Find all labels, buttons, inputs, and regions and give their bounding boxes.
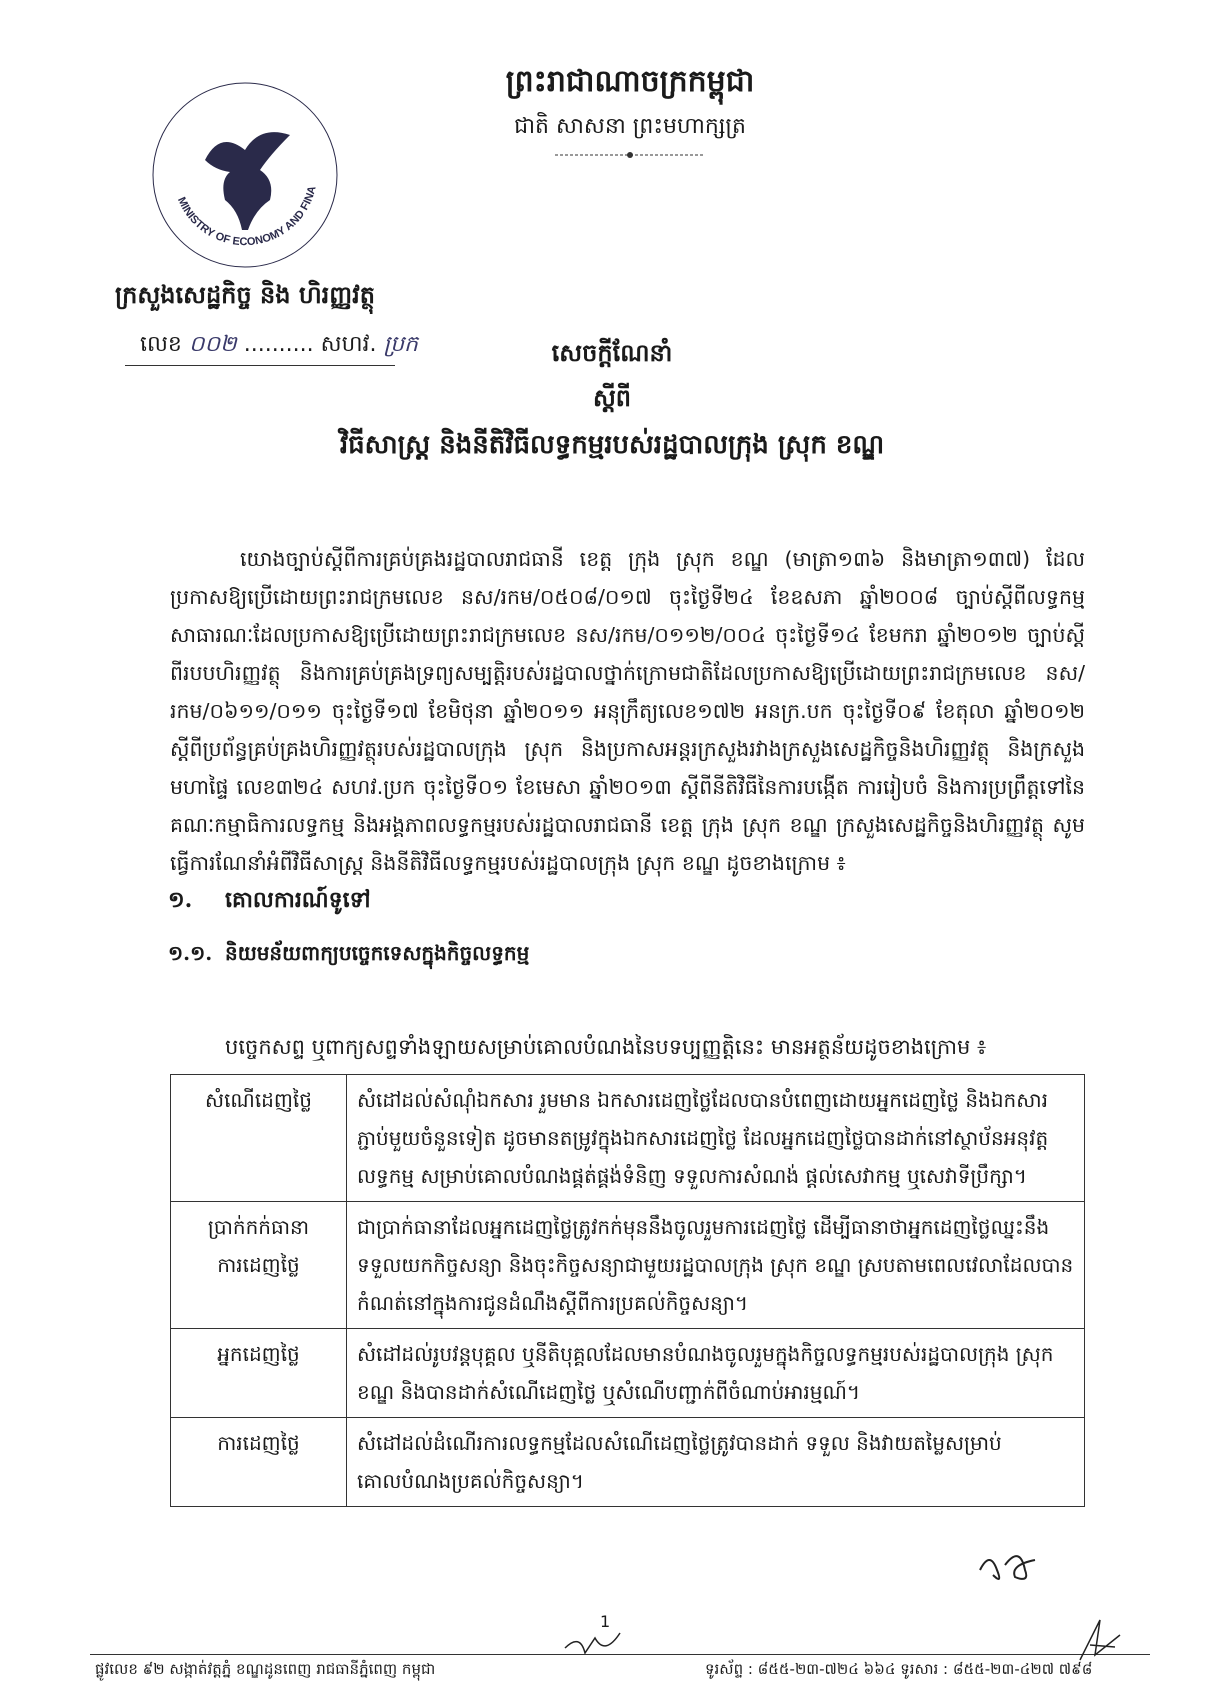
ref-code: ប្រក [383,332,419,357]
ref-suffix: សហវ. [320,332,377,357]
definition-term: ការដេញថ្លៃ [171,1418,347,1507]
definition-term: ប្រាក់កក់ធានាការដេញថ្លៃ [171,1202,347,1329]
ministry-seal [150,80,340,270]
initials-signature [975,1545,1045,1585]
definitions-intro: បច្ចេកសព្ទ ឬពាក្យសព្ទទាំងឡាយសម្រាប់គោលបំណងនៃបទប្បញ្ញត្តិនេះ មានអត្ថន័យដូចខាងក្រោម ៖ [225,1035,987,1059]
footer-signature [1070,1615,1130,1665]
divider-ornament [555,150,705,160]
definition-term: សំណើដេញថ្លៃ [171,1075,347,1202]
section-1-1-title: និយមន័យពាក្យបច្ចេកទេសក្នុងកិច្ចលទ្ធកម្ម [225,941,530,965]
table-row [171,1202,1085,1329]
definitions-table [170,1074,1085,1507]
reference-number: លេខ ០០២ .......... សហវ. ប្រក [140,332,419,357]
definition-desc: សំដៅដល់រូបវន្តបុគ្គល ឬនីតិបុគ្គលដែលមានបំណងចូលរួមក្នុងកិច្ចលទ្ធកម្មរបស់រដ្ឋបាលក្រុង ស្រុក ខណ្ឌ និងបានដាក់សំណើដេញថ្លៃ ឬសំណើបញ្ជាក់ពីចំណាប់អារម្មណ៍។ [347,1329,1085,1418]
ref-prefix: លេខ [140,332,182,357]
definition-desc: សំដៅដល់សំណុំឯកសារ រួមមាន ឯកសារដេញថ្លៃដែលបានបំពេញដោយអ្នកដេញថ្លៃ និងឯកសារភ្ជាប់មួយចំនួនទៀត ដូចមានតម្រូវក្នុងឯកសារដេញថ្លៃ ដែលអ្នកដេញថ្លៃបានដាក់នៅស្ថាប័នអនុវត្តលទ្ធកម្ម សម្រាប់គោលបំណងផ្គត់ផ្គង់ទំនិញ ទទួលការសំណង់ ផ្តល់សេវាកម្ម ឬសេវាទីប្រឹក្សា។ [347,1075,1085,1202]
document-title: វិធីសាស្ត្រ និងនីតិវិធីលទ្ធកម្មរបស់រដ្ឋបាលក្រុង ស្រុក ខណ្ឌ [339,430,885,460]
ref-number: ០០២ [188,332,237,357]
definition-term: អ្នកដេញថ្លៃ [171,1329,347,1418]
title-connector: ស្តីពី [592,383,632,412]
table-row [171,1418,1085,1507]
footer-contact: ទូរស័ព្ទ : ៨៥៥-២៣-៧២៤ ៦៦៤ ទូរសារ : ៨៥៥-២៣-៤២៧ ៧៩៨ [705,1660,1093,1678]
preamble-text: យោងច្បាប់ស្តីពីការគ្រប់គ្រងរដ្ឋបាលរាជធានី ខេត្ត ក្រុង ស្រុក ខណ្ឌ (មាត្រា១៣៦ និងមាត្រា១៣៧) ដែលប្រកាសឱ្យប្រើដោយព្រះរាជក្រមលេខ នស/រកម/០៥០៨/០១៧ ចុះថ្ងៃទី២៤ ខែឧសភា ឆ្នាំ២០០៨ ច្បាប់ស្តីពីលទ្ធកម្មសាធារណៈដែលប្រកាសឱ្យប្រើដោយព្រះរាជក្រមលេខ នស/រកម/០១១២/០០៤ ចុះថ្ងៃទី១៤ ខែមករា ឆ្នាំ២០១២ ច្បាប់ស្តីពីរបបហិរញ្ញវត្ថុ និងការគ្រប់គ្រងទ្រព្យសម្បត្តិរបស់រដ្ឋបាលថ្នាក់ក្រោមជាតិដែលប្រកាសឱ្យប្រើដោយព្រះរាជក្រមលេខ នស/រកម/០៦១១/០១១ ចុះថ្ងៃទី១៧ ខែមិថុនា ឆ្នាំ២០១១ អនុក្រឹត្យលេខ១៧២ អនក្រ.បក ចុះថ្ងៃទី០៩ ខែតុលា ឆ្នាំ២០១២ ស្តីពីប្រព័ន្ធគ្រប់គ្រងហិរញ្ញវត្ថុរបស់រដ្ឋបាលក្រុង ស្រុក និងប្រកាសអន្តរក្រសួងរវាងក្រសួងសេដ្ឋកិច្ចនិងហិរញ្ញវត្ថុ និងក្រសួងមហាផ្ទៃ លេខ៣២៤ សហវ.ប្រក ចុះថ្ងៃទី០១ ខែមេសា ឆ្នាំ២០១៣ ស្តីពីនីតិវិធីនៃការបង្កើត ការរៀបចំ និងការប្រព្រឹត្តទៅនៃគណៈកម្មាធិការលទ្ធកម្ម និងអង្គភាពលទ្ធកម្មរបស់រដ្ឋបាលរាជធានី ខេត្ត ក្រុង ស្រុក ខណ្ឌ ក្រសួងសេដ្ឋកិច្ចនិងហិរញ្ញវត្ថុ សូមធ្វើការណែនាំអំពីវិធីសាស្ត្រ និងនីតិវិធីលទ្ធកម្មរបស់រដ្ឋបាលក្រុង ស្រុក ខណ្ឌ ដូចខាងក្រោម ៖ [170,547,1085,875]
footer-address: ផ្លូវលេខ ៩២ សង្កាត់វត្តភ្នំ ខណ្ឌដូនពេញ រាជធានីភ្នំពេញ កម្ពុជា [95,1660,436,1678]
section-1-1-number: ១.១. [168,941,213,965]
kingdom-heading: ព្រះរាជាណាចក្រកម្ពុជា [505,64,755,99]
document-type: សេចក្តីណែនាំ [551,338,673,367]
national-motto: ជាតិ សាសនា ព្រះមហាក្សត្រ [514,114,746,139]
definition-desc: ជាប្រាក់ធានាដែលអ្នកដេញថ្លៃត្រូវកក់មុននឹងចូលរួមការដេញថ្លៃ ដើម្បីធានាថាអ្នកដេញថ្លៃឈ្នះនឹងទទួលយកកិច្ចសន្យា និងចុះកិច្ចសន្យាជាមួយរដ្ឋបាលក្រុង ស្រុក ខណ្ឌ ស្របតាមពេលវេលាដែលបានកំណត់នៅក្នុងការជូនដំណឹងស្តីពីការប្រគល់កិច្ចសន្យា។ [347,1202,1085,1329]
section-1-title: គោលការណ៍ទូទៅ [225,887,371,913]
definition-desc: សំដៅដល់ដំណើរការលទ្ធកម្មដែលសំណើដេញថ្លៃត្រូវបានដាក់ ទទួល និងវាយតម្លៃសម្រាប់គោលបំណងប្រគល់កិច្ចសន្យា។ [347,1418,1085,1507]
ministry-name: ក្រសួងសេដ្ឋកិច្ច និង ហិរញ្ញវត្ថុ [115,280,375,309]
table-row [171,1075,1085,1202]
preamble-paragraph [170,540,1085,882]
page-number: 1 [600,1612,611,1631]
table-row [171,1329,1085,1418]
section-1-number: ១. [168,887,193,913]
footer-rule [90,1654,1150,1655]
seal-bottom-text: MINISTRY OF ECONOMY AND FINA [174,184,319,249]
